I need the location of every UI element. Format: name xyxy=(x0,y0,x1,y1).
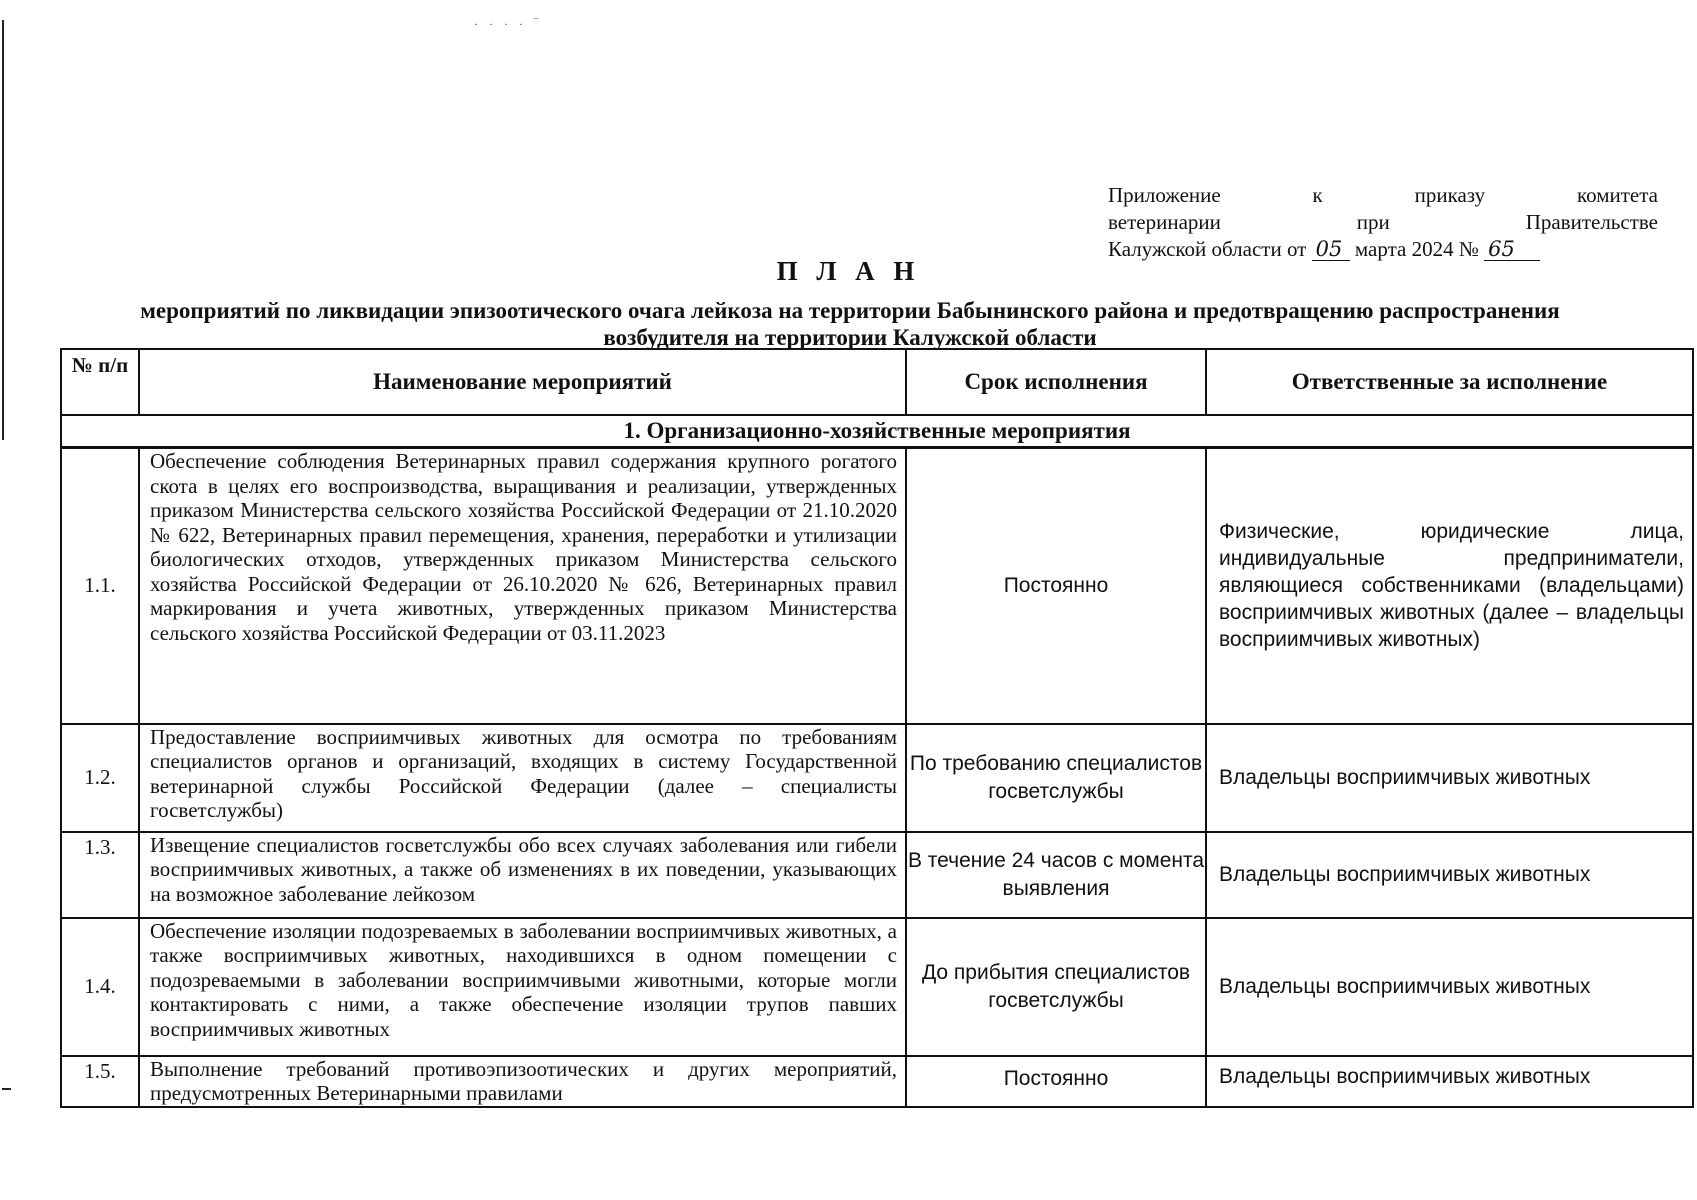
row-name: Обеспечение соблюдения Ветеринарных правил содержания крупного рогатого скота в целях его воспроизводства, выращивания и реализации, утвержденных приказом Министерства сельского хозяйства Российской Федерации от 21.10.2020 № 622, Ветеринарных правил перемещения, хранения, переработки и утилизации биологических отходов, утвержденных приказом Министерства сельского хозяйства Российской Федерации от 26.10.2020 № 626, Ветеринарных правил маркирования и учета животных, утвержденных приказом Министерства сельского хозяйства Российской Федерации от 03.11.2023 xyxy=(139,448,906,724)
header-num: № п/п xyxy=(61,349,139,415)
table-row xyxy=(61,918,1693,1056)
table-row xyxy=(61,1056,1693,1107)
table-header-row xyxy=(61,349,1693,415)
appendix-line-1: Приложение к приказу комитета xyxy=(1108,183,1658,207)
appendix-line-3-prefix: Калужской области от xyxy=(1108,237,1307,261)
plan-subtitle: мероприятий по ликвидации эпизоотического очага лейкоза на территории Бабынинского района и предотвращению распространения возбудителя на территории Калужской области xyxy=(140,298,1560,350)
header-name: Наименование мероприятий xyxy=(139,349,906,415)
section-title: 1. Организационно-хозяйственные мероприятия xyxy=(61,415,1693,448)
measures-table xyxy=(60,348,1694,1108)
appendix-line-3-middle: марта 2024 № xyxy=(1354,237,1479,261)
row-term: Постоянно xyxy=(906,448,1206,724)
row-num: 1.3. xyxy=(61,832,139,918)
row-responsible: Владельцы восприимчивых животных xyxy=(1206,724,1693,832)
section-row xyxy=(61,415,1693,448)
row-term: По требованию специалистов госветслужбы xyxy=(906,724,1206,832)
row-name: Предоставление восприимчивых животных для осмотра по требованиям специалистов органов и организаций, входящих в систему Государственной ветеринарной службы Российской Федерации (далее – специалисты госветслужбы) xyxy=(139,724,906,832)
left-scan-tick xyxy=(2,1088,11,1090)
row-num: 1.4. xyxy=(61,918,139,1056)
row-term: До прибытия специалистов госветслужбы xyxy=(906,918,1206,1056)
row-num: 1.5. xyxy=(61,1056,139,1107)
appendix-line-2: ветеринарии при Правительстве xyxy=(1108,210,1658,234)
table-row xyxy=(61,724,1693,832)
row-name: Обеспечение изоляции подозреваемых в заболевании восприимчивых животных, а также восприимчивых животных, находившихся в одном помещении с подозреваемыми в заболевании восприимчивыми животными, которые могли контактировать с ними, а также обеспечение изоляции трупов павших восприимчивых животных xyxy=(139,918,906,1056)
left-scan-border xyxy=(2,20,4,440)
header-responsible: Ответственные за исполнение xyxy=(1206,349,1693,415)
table-row xyxy=(61,448,1693,724)
plan-title: П Л А Н xyxy=(776,256,921,286)
row-responsible: Владельцы восприимчивых животных xyxy=(1206,1056,1693,1107)
top-scan-marks: · · · · ‾ xyxy=(474,17,542,31)
row-responsible: Физические, юридические лица, индивидуальные предприниматели, являющиеся собственниками (владельцами) восприимчивых животных (далее – владельцы восприимчивых животных) xyxy=(1206,448,1693,724)
row-term: В течение 24 часов с момента выявления xyxy=(906,832,1206,918)
header-term: Срок исполнения xyxy=(906,349,1206,415)
row-responsible: Владельцы восприимчивых животных xyxy=(1206,832,1693,918)
row-responsible: Владельцы восприимчивых животных xyxy=(1206,918,1693,1056)
table-row xyxy=(61,832,1693,918)
row-term: Постоянно xyxy=(906,1056,1206,1107)
row-num: 1.1. xyxy=(61,448,139,724)
row-name: Извещение специалистов госветслужбы обо всех случаях заболевания или гибели восприимчивых животных, а также об изменениях в их поведении, указывающих на возможное заболевание лейкозом xyxy=(139,832,906,918)
row-name: Выполнение требований противоэпизоотических и других мероприятий, предусмотренных Ветеринарными правилами xyxy=(139,1056,906,1107)
handwritten-order-number: 65 xyxy=(1484,238,1540,261)
appendix-note xyxy=(1108,182,1658,263)
row-num: 1.2. xyxy=(61,724,139,832)
handwritten-date: 05 xyxy=(1312,238,1350,261)
